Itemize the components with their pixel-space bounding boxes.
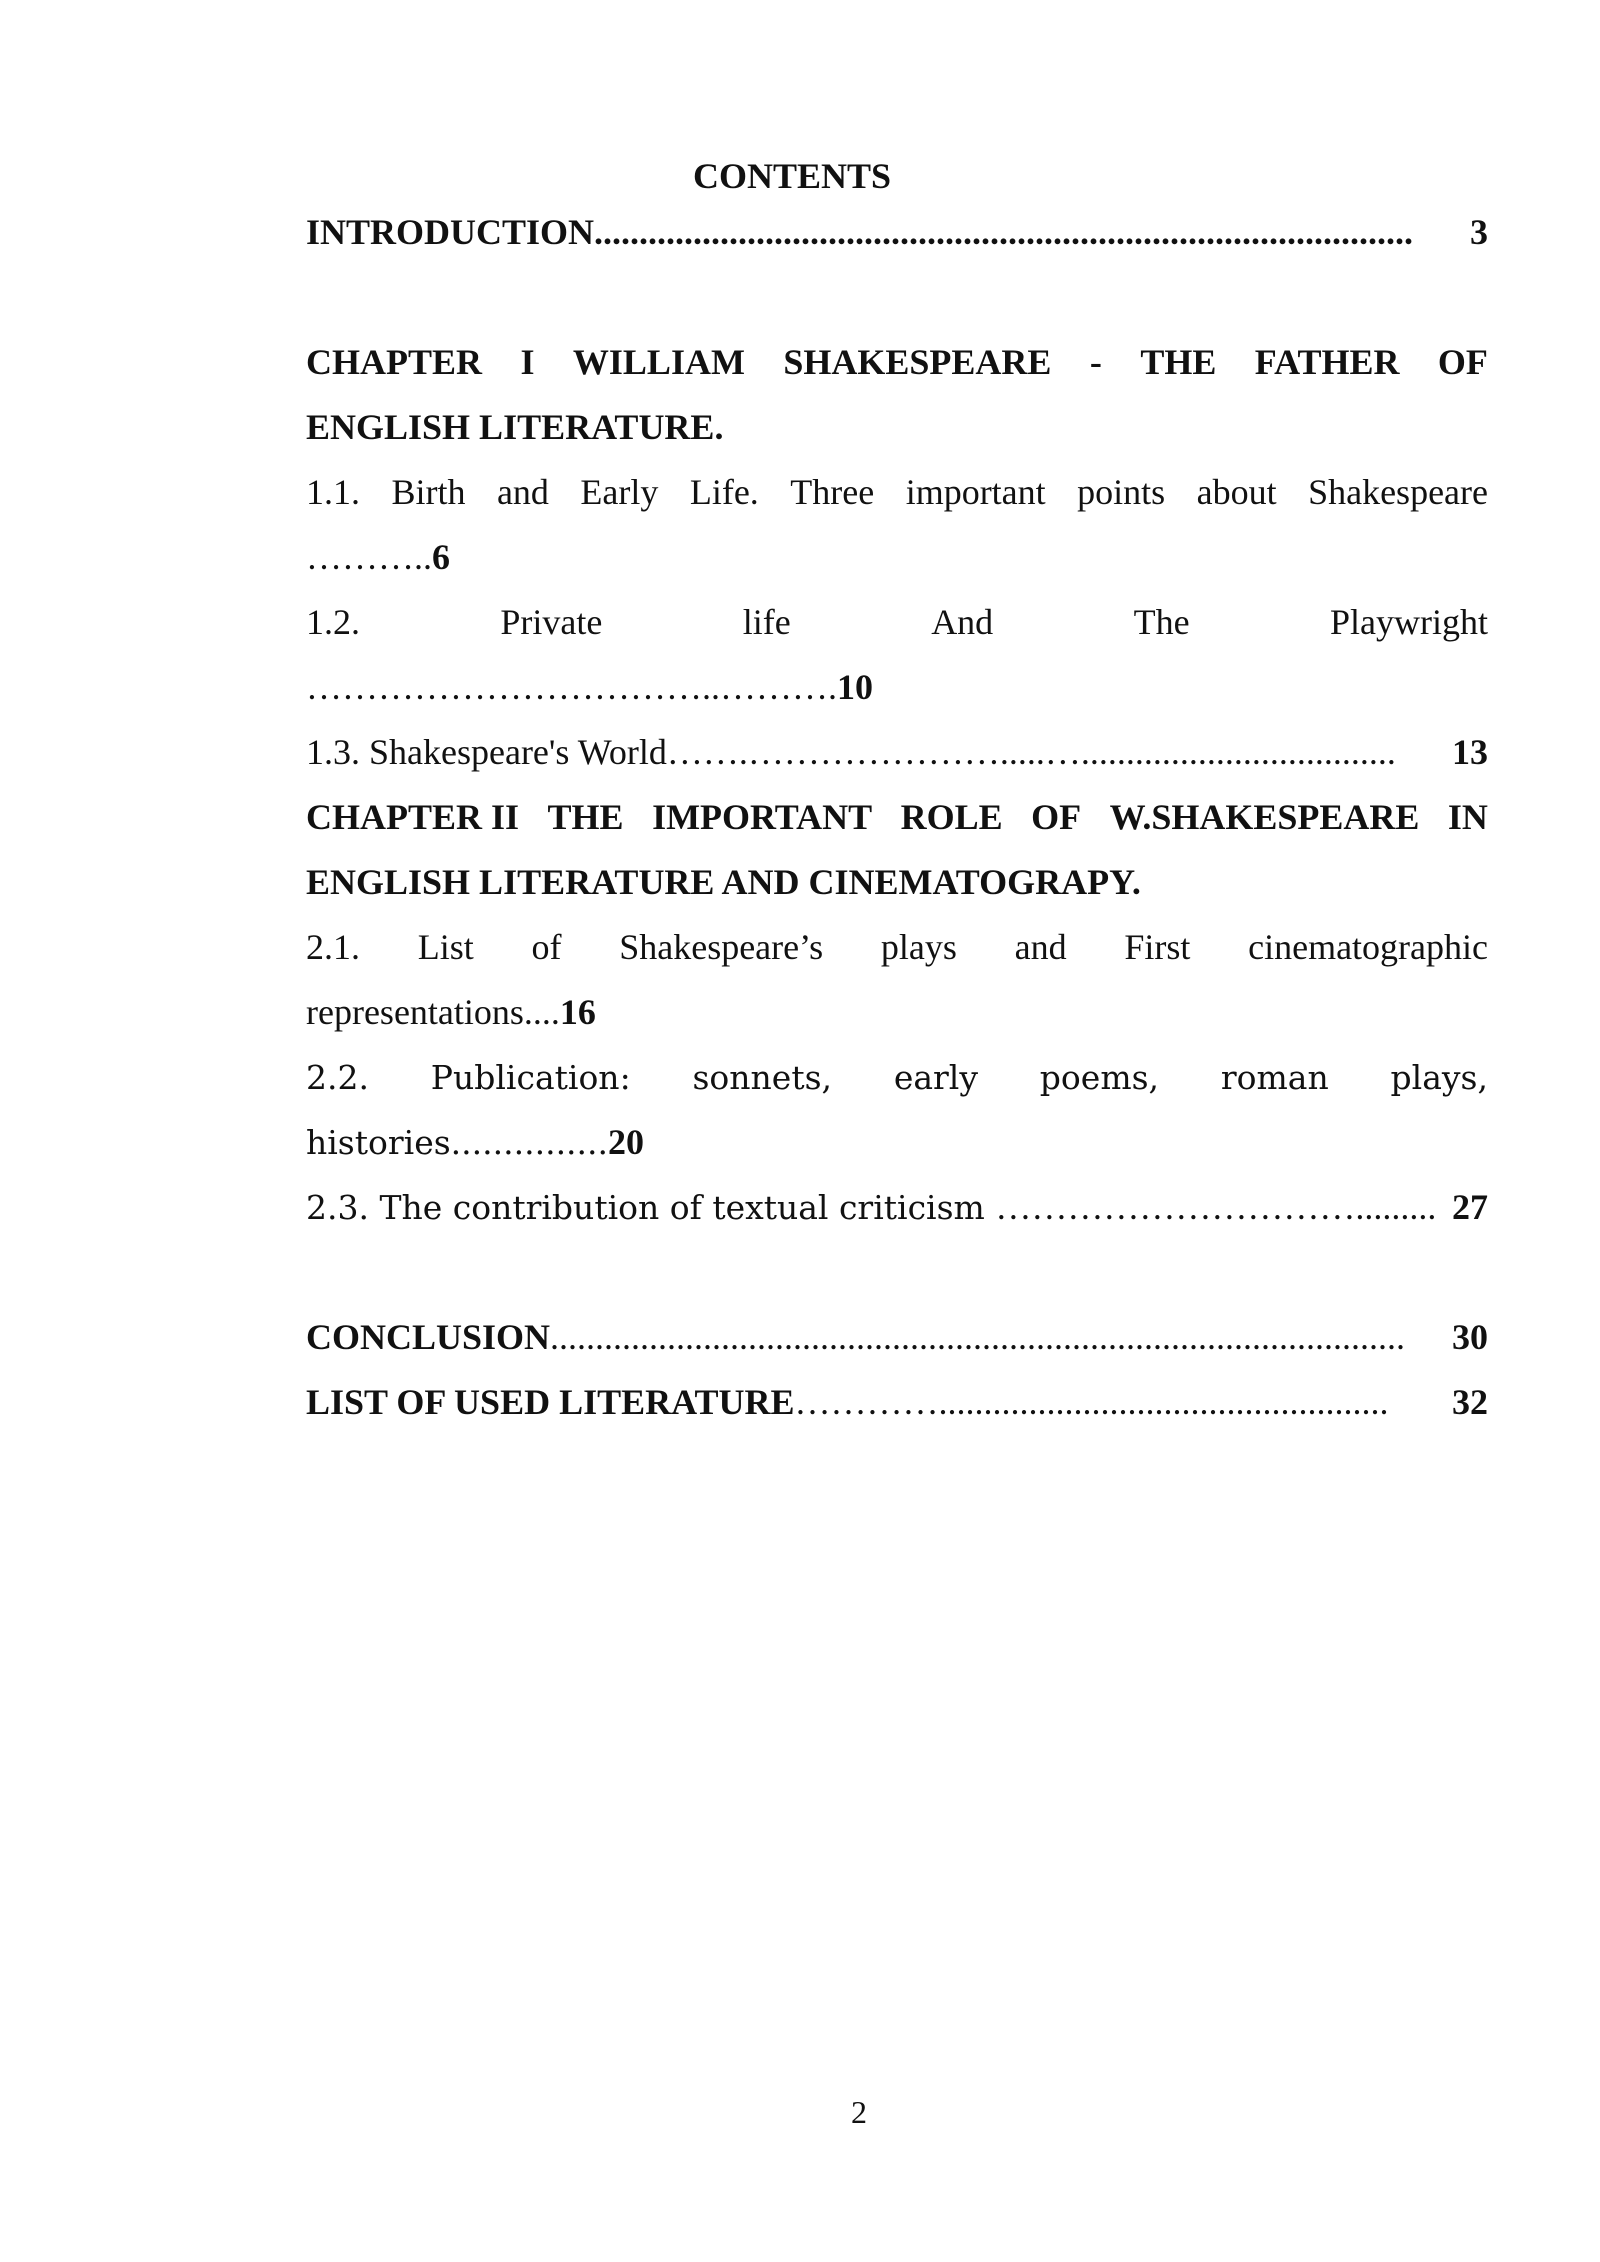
toc-label: 2.3. The contribution of textual criticism — [306, 1188, 996, 1227]
toc-entry-introduction[interactable] — [306, 200, 1488, 265]
word: Birth — [391, 472, 466, 512]
word: First — [1124, 927, 1191, 967]
toc-entry-1-2-cont — [306, 655, 1488, 720]
toc-entry-2-1-cont — [306, 980, 1488, 1045]
toc-page-number: 20 — [608, 1122, 645, 1162]
toc-label: INTRODUCTION — [306, 212, 595, 252]
word: SHAKESPEARE — [783, 342, 1052, 382]
word: Publication: — [430, 1058, 631, 1097]
word: List — [417, 927, 474, 967]
word: 2.2. — [306, 1058, 369, 1097]
word: Life. — [689, 472, 759, 512]
word: 1.2. — [306, 602, 360, 642]
toc-entry-1-2[interactable] — [306, 590, 1488, 655]
toc-chapter-2-heading-cont — [306, 850, 1488, 915]
toc-leader: …………………………......... — [995, 1187, 1437, 1227]
toc-page-number: 27 — [1452, 1187, 1488, 1227]
word: 1.1. — [306, 472, 360, 512]
toc-chapter-1-heading[interactable] — [306, 330, 1488, 395]
word: and — [496, 472, 549, 512]
word: plays, — [1390, 1058, 1488, 1097]
word: The — [1133, 602, 1190, 642]
toc-entry-conclusion[interactable] — [306, 1305, 1488, 1370]
word: OF — [1031, 797, 1082, 837]
word: roman — [1220, 1058, 1329, 1097]
toc-label: histories............... — [306, 1123, 609, 1162]
toc-page-number: 16 — [559, 992, 596, 1032]
word: Shakespeare’s — [619, 927, 824, 967]
toc-chapter-1-heading-cont — [306, 395, 1488, 460]
toc-label: 1.3. Shakespeare's World — [306, 732, 667, 772]
toc-page-number: 6 — [432, 537, 450, 577]
word: important — [905, 472, 1046, 512]
spacer — [306, 265, 1488, 330]
word: Three — [790, 472, 875, 512]
word: points — [1077, 472, 1166, 512]
word: poems, — [1039, 1058, 1160, 1097]
toc-page-number: 13 — [1452, 732, 1488, 772]
toc-entry-literature[interactable] — [306, 1370, 1488, 1435]
word: life — [742, 602, 791, 642]
word: cinematographic — [1248, 927, 1488, 967]
word: Shakespeare — [1308, 472, 1488, 512]
toc-entry-2-1[interactable] — [306, 915, 1488, 980]
toc-entry-1-1-cont — [306, 525, 1488, 590]
toc-page-number: 3 — [1470, 212, 1488, 252]
toc-label: LIST OF USED LITERATURE — [306, 1382, 795, 1422]
word: and — [1014, 927, 1067, 967]
toc-leader: ........................................................................................... — [594, 212, 1414, 252]
word: FATHER — [1254, 342, 1400, 382]
word: IN — [1447, 797, 1488, 837]
word: Early — [580, 472, 659, 512]
toc-entry-2-2[interactable] — [306, 1045, 1488, 1110]
toc-entry-2-2-cont — [306, 1110, 1488, 1175]
toc-chapter-2-heading[interactable] — [306, 785, 1488, 850]
toc-leader: …….………………….....…................................... — [666, 732, 1396, 772]
toc-leader: ……….. — [306, 537, 432, 577]
word: THE — [1140, 342, 1217, 382]
word: Private — [500, 602, 603, 642]
word: CHAPTER — [306, 342, 483, 382]
chapter-title-line: ENGLISH LITERATURE AND CINEMATOGRAPY. — [306, 862, 1141, 902]
word: sonnets, — [692, 1058, 833, 1097]
word: - — [1089, 342, 1102, 382]
spacer — [306, 1240, 1488, 1305]
toc-leader: ………….................................................. — [794, 1382, 1389, 1422]
toc-entry-1-3[interactable] — [306, 720, 1488, 785]
word: plays — [880, 927, 957, 967]
word: W.SHAKESPEARE — [1109, 797, 1420, 837]
word: WILLIAM — [572, 342, 745, 382]
word: IMPORTANT — [652, 797, 873, 837]
word: 2.1. — [306, 927, 360, 967]
toc-leader: ……………………………..………. — [306, 667, 837, 707]
toc-label: CONCLUSION — [306, 1317, 551, 1357]
word: ROLE — [900, 797, 1003, 837]
word: OF — [1437, 342, 1488, 382]
table-of-contents — [306, 200, 1488, 1435]
toc-leader: ............................................................................................... — [550, 1317, 1406, 1357]
toc-entry-1-1[interactable] — [306, 460, 1488, 525]
page-number: 2 — [851, 2094, 867, 2130]
toc-page-number: 30 — [1452, 1317, 1488, 1357]
toc-label: representations.... — [306, 992, 560, 1032]
word: about — [1196, 472, 1277, 512]
word: of — [531, 927, 562, 967]
word: Playwright — [1329, 602, 1488, 642]
chapter-title-line: ENGLISH LITERATURE. — [306, 407, 724, 447]
toc-page-number: 32 — [1452, 1382, 1488, 1422]
contents-title: CONTENTS — [693, 156, 892, 196]
word: CHAPTER II — [306, 797, 520, 837]
toc-page-number: 10 — [837, 667, 873, 707]
word: And — [931, 602, 994, 642]
word: early — [893, 1058, 978, 1097]
toc-entry-2-3[interactable] — [306, 1175, 1488, 1240]
word: I — [520, 342, 535, 382]
word: THE — [547, 797, 624, 837]
